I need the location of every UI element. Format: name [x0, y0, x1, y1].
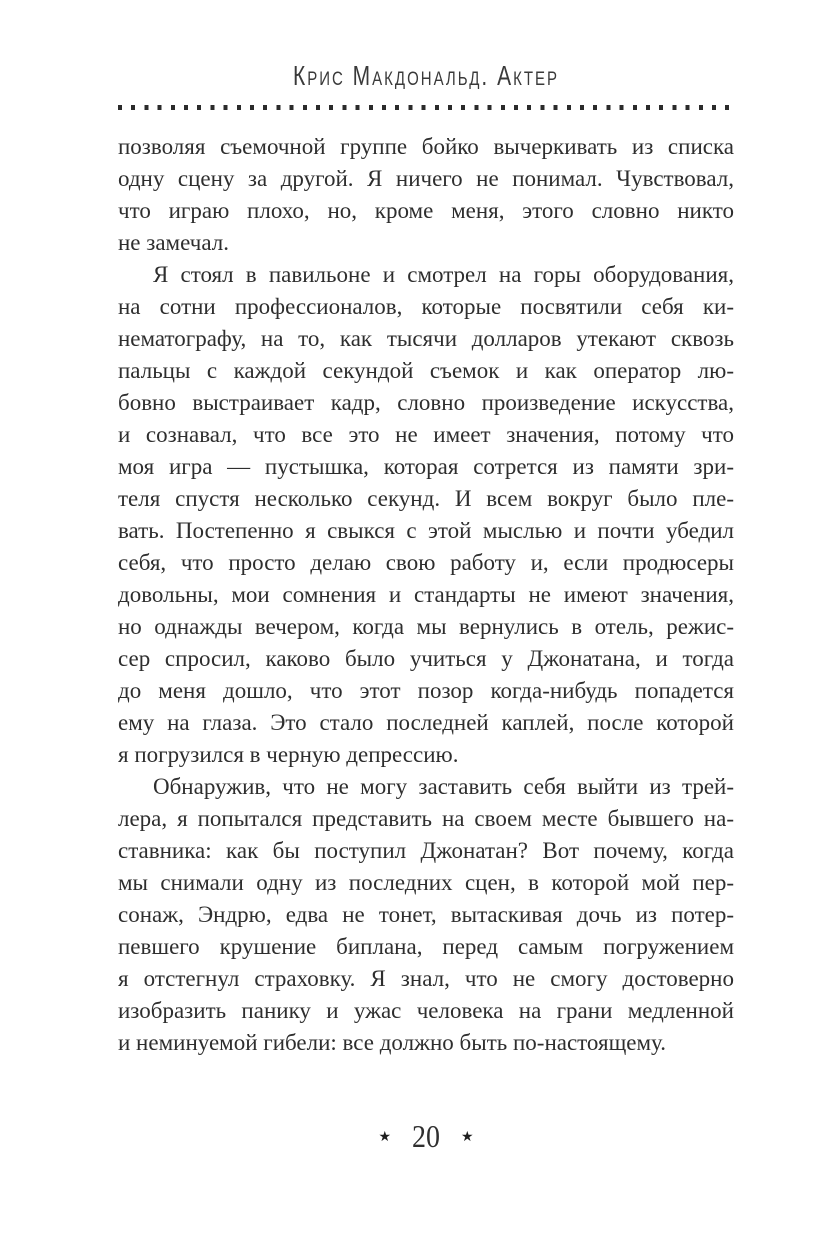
text-line: моя игра — пустышка, которая сотрется из памяти зри- [118, 454, 734, 479]
star-icon: ★ [461, 1130, 474, 1145]
paragraph [118, 131, 734, 259]
text-line: что играю плохо, но, кроме меня, этого словно никто [118, 198, 734, 223]
page-number: 20 [412, 1120, 440, 1155]
paragraph [118, 259, 734, 771]
text-line: нематографу, на то, как тысячи долларов утекают сквозь [118, 326, 734, 351]
text-line: до меня дошло, что этот позор когда-нибудь попадется [118, 678, 734, 703]
text-line: сер спросил, каково было учиться у Джонатана, и тогда [118, 646, 734, 671]
paragraph [118, 771, 734, 1059]
dotted-separator [118, 105, 734, 110]
text-line: ему на глаза. Это стало последней каплей, после которой [118, 710, 734, 735]
text-line: ставника: как бы поступил Джонатан? Вот почему, когда [118, 838, 734, 863]
text-line: я отстегнул страховку. Я знал, что не смогу достоверно [118, 966, 734, 991]
text-line: одну сцену за другой. Я ничего не понимал. Чувствовал, [118, 166, 734, 191]
text-line: и неминуемой гибели: все должно быть по-настоящему. [118, 1030, 666, 1055]
text-line: на сотни профессионалов, которые посвятили себя ки- [118, 294, 734, 319]
text-line: я погрузился в черную депрессию. [118, 742, 459, 767]
text-line: изобразить панику и ужас человека на грани медленной [118, 998, 734, 1023]
text-column [118, 0, 734, 1059]
text-line: вать. Постепенно я свыкся с этой мыслью и почти убедил [118, 518, 734, 543]
text-line: Я стоял в павильоне и смотрел на горы оборудования, [153, 262, 734, 287]
text-line: позволяя съемочной группе бойко вычеркивать из списка [118, 134, 734, 159]
text-line: лера, я попытался представить на своем месте бывшего на- [118, 806, 734, 831]
text-line: довольны, мои сомнения и стандарты не имеют значения, [118, 582, 734, 607]
star-icon: ★ [378, 1130, 391, 1145]
text-line: но однажды вечером, когда мы вернулись в отель, режис- [118, 614, 734, 639]
text-block [118, 131, 734, 1059]
text-line: себя, что просто делаю свою работу и, если продюсеры [118, 550, 734, 575]
text-line: не замечал. [118, 230, 229, 255]
page-footer [118, 1122, 734, 1154]
text-line: бовно выстраивает кадр, словно произведение искусства, [118, 390, 734, 415]
text-line: теля спустя несколько секунд. И всем вокруг было пле- [118, 486, 734, 511]
text-line: певшего крушение биплана, перед самым погружением [118, 934, 734, 959]
running-header: Крис Макдональд. Актер [292, 61, 560, 92]
text-line: пальцы с каждой секундой съемок и как оператор лю- [118, 358, 734, 383]
text-line: и сознавал, что все это не имеет значения, потому что [118, 422, 734, 447]
text-line: сонаж, Эндрю, едва не тонет, вытаскивая дочь из потер- [118, 902, 734, 927]
text-line: мы снимали одну из последних сцен, в которой мой пер- [118, 870, 734, 895]
text-line: Обнаружив, что не могу заставить себя выйти из трей- [153, 774, 734, 799]
